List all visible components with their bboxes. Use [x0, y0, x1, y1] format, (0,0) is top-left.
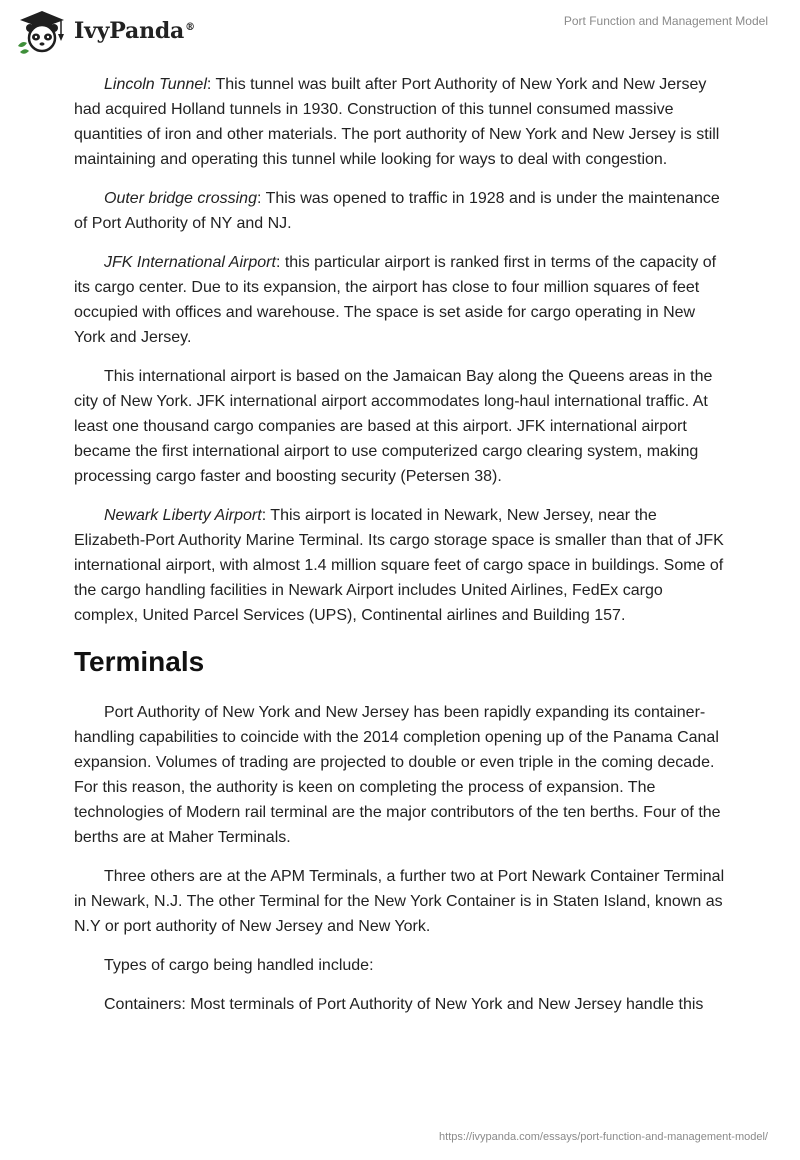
paragraph-newark-airport	[74, 503, 726, 628]
term-lincoln-tunnel: Lincoln Tunnel	[104, 76, 207, 93]
paragraph-terminals-expansion: Port Authority of New York and New Jersey has been rapidly expanding its container-handling capabilities to coincide with the 2014 completion opening up of the Panama Canal expansion. Volumes of trading are projected to double or even triple in the coming decade. For this reason, the authority is keen on completing the process of expansion. The technologies of Modern rail terminal are the major contributors of the ten berths. Four of the berths are at Maher Terminals.	[74, 704, 721, 846]
paragraph-text: : This airport is located in Newark, New Jersey, near the Elizabeth-Port Authority Marine Terminal. Its cargo storage space is smaller than that of JFK international airport, with almost 1.4 million square feet of cargo space in buildings. Some of the cargo handling facilities in Newark Airport includes United Airlines, FedEx cargo complex, United Parcel Services (UPS), Continental airlines and Building 157.	[74, 507, 724, 624]
panda-graduate-icon	[14, 8, 70, 54]
paragraph-text: : this particular airport is ranked first in terms of the capacity of its cargo center. Due to its expansion, the airport has close to four million squares of feet occupied with offices and warehouse. The space is set aside for cargo operating in New York and Jersey.	[74, 254, 717, 346]
essay-content	[74, 72, 726, 1031]
paragraph-text: This international airport is based on the Jamaican Bay along the Queens areas in the city of New York. JFK international airport accommodates long-haul international traffic. At least one thousand cargo companies are based at this airport. JFK international airport became the first international airport to use computerized cargo clearing system, making processing cargo faster and boosting security (Petersen 38).	[74, 368, 713, 485]
term-newark-airport: Newark Liberty Airport	[104, 507, 262, 524]
ivypanda-logo[interactable]	[14, 8, 195, 54]
paragraph-jfk-airport	[74, 250, 726, 350]
paragraph-text: : This tunnel was built after Port Authority of New York and New Jersey had acquired Holland tunnels in 1930. Construction of this tunnel consumed massive quantities of iron and other materials. The port authority of New York and New Jersey is still maintaining and operating this tunnel while looking for ways to deal with congestion.	[74, 76, 720, 168]
paragraph-lincoln-tunnel	[74, 72, 726, 172]
logo-name: IvyPanda	[74, 18, 185, 44]
source-url[interactable]: https://ivypanda.com/essays/port-function-and-management-model/	[439, 1131, 768, 1143]
paragraph-text: : This was opened to traffic in 1928 and is under the maintenance of Port Authority of NY and NJ.	[74, 190, 720, 232]
paragraph-containers: Containers: Most terminals of Port Authority of New York and New Jersey handle this	[104, 996, 704, 1013]
term-outer-bridge: Outer bridge crossing	[104, 190, 257, 207]
paragraph-outer-bridge	[74, 186, 726, 236]
section-heading-terminals: Terminals	[74, 646, 205, 677]
paragraph-jfk-details	[74, 364, 726, 489]
paragraph-cargo-types-intro: Types of cargo being handled include:	[104, 957, 374, 974]
term-jfk-airport: JFK International Airport	[104, 254, 276, 271]
document-title: Port Function and Management Model	[563, 14, 768, 28]
registered-mark: ®	[185, 21, 195, 33]
logo-text	[74, 18, 195, 44]
paragraph-terminals-locations: Three others are at the APM Terminals, a further two at Port Newark Container Terminal in Newark, N.J. The other Terminal for the New York Container is in Staten Island, known as N.Y or port authority of New Jersey and New York.	[74, 868, 725, 935]
page-header	[0, 0, 800, 58]
